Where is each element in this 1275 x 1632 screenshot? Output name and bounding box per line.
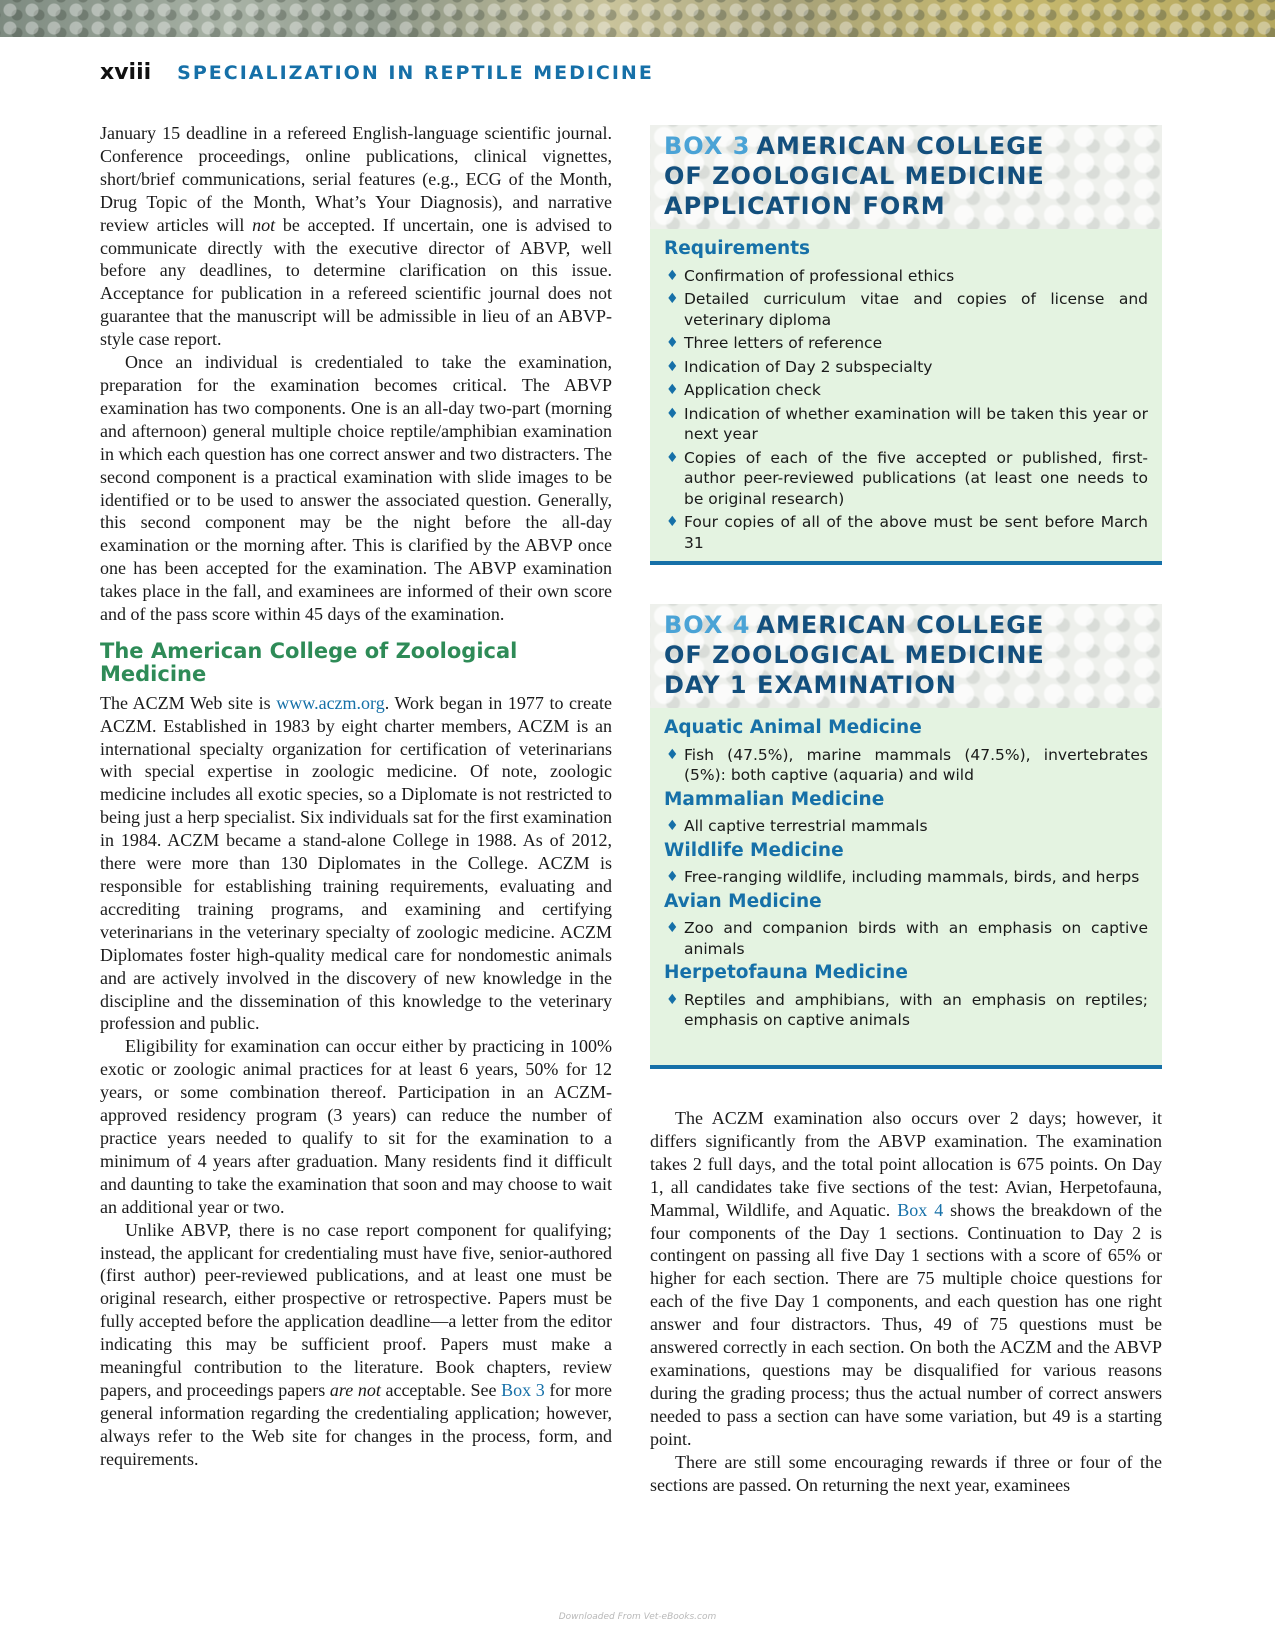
diamond-bullet-icon: ♦ bbox=[666, 358, 679, 375]
list-item: ♦ Copies of each of the five accepted or published, first-author peer-reviewed publications (at least one needs to be original research) bbox=[666, 448, 1148, 508]
section-heading: The American College of Zoological Medicine bbox=[100, 638, 518, 686]
list-item: ♦ Confirmation of professional ethics bbox=[666, 266, 955, 285]
diamond-bullet-icon: ♦ bbox=[666, 267, 679, 284]
list-item: ♦ Indication of whether examination will be taken this year or next year bbox=[666, 404, 1148, 443]
list-item: ♦ Four copies of all of the above must be sent before March 31 bbox=[666, 513, 1148, 552]
box-number: BOX 3 bbox=[664, 132, 751, 160]
paragraph: Unlike ABVP, there is no case report component for qualifying; instead, the applicant for credentialing must have five, senior-authored (first author) peer-reviewed publications, and at least one must be original research, either prospective or retrospective. Papers must be fully accepted before the application deadline—a letter from the editor indicating this may be sufficient proof. Papers must make a meaningful contribution to the literature. Book chapters, review papers, and proceedings papers are not acceptable. See Box 3 for more general information regarding the credentialing application; however, always refer to the Web site for changes in the process, form, and requirements. bbox=[100, 1219, 612, 1469]
box-3-application-form bbox=[650, 125, 1162, 565]
box-body bbox=[650, 229, 1162, 565]
box-title: BOX 4 AMERICAN COLLEGE OF ZOOLOGICAL MEDICINE DAY 1 EXAMINATION bbox=[650, 604, 1162, 708]
box-number: BOX 4 bbox=[664, 611, 751, 639]
aczm-website-link[interactable]: www.aczm.org bbox=[276, 692, 385, 713]
paragraph: There are still some encouraging rewards if three or four of the sections are passed. On returning the next year, examinees bbox=[650, 1451, 1162, 1495]
paragraph: January 15 deadline in a refereed English-language scientific journal. Conference proceedings, online publications, clinical vignettes, short/brief communications, serial features (e.g., ECG of the Month, Drug Topic of the Month, What’s Your Diagnosis), and narrative review articles will not be accepted. If uncertain, one is advised to communicate directly with the executive director of ABVP, well before any deadlines, to determine clarification on this issue. Acceptance for publication in a refereed scientific journal does not guarantee that the manuscript will be admissible in lieu of an ABVP-style case report. bbox=[100, 123, 612, 350]
list-item: ♦ All captive terrestrial mammals bbox=[666, 817, 928, 835]
download-watermark: Downloaded From Vet-eBooks.com bbox=[558, 1612, 717, 1622]
box-subheading: Herpetofauna Medicine bbox=[664, 962, 908, 983]
page-number: xviii bbox=[100, 60, 152, 85]
box-4-day-1-examination bbox=[650, 604, 1162, 1069]
box-subheading: Mammalian Medicine bbox=[664, 788, 885, 810]
requirements-list bbox=[664, 266, 1148, 554]
diamond-bullet-icon: ♦ bbox=[666, 920, 679, 936]
emphasis: are not bbox=[329, 1379, 381, 1400]
paragraph: The ACZM examination also occurs over 2 days; however, it differs significantly from the ABVP examination. The examination takes 2 full days, and the total point allocation is 675 points. On Day 1, all candidates take five sections of the test: Avian, Herpetofauna, Mammal, Wildlife, and Aquatic. Box 4 shows the breakdown of the four components of the Day 1 sections. Continuation to Day 2 is contingent on passing all five Day 1 sections with a score of 65% or higher for each section. There are 75 multiple choice questions for each of the five Day 1 components, and each question has one right answer and four distractors. Thus, 49 of 75 questions must be answered correctly in each section. On both the ACZM and the ABVP examinations, questions may be disqualified for various reasons during the grading process; thus the actual number of correct answers needed to pass a section can have some variation, but 49 is a starting point. bbox=[650, 1108, 1162, 1449]
list-item: ♦ Application check bbox=[666, 381, 821, 399]
box-4-link[interactable]: Box 4 bbox=[897, 1199, 944, 1220]
list-item: ♦ Free-ranging wildlife, including mammals, birds, and herps bbox=[666, 868, 1140, 886]
diamond-bullet-icon: ♦ bbox=[666, 991, 679, 1008]
list-item: ♦ Zoo and companion birds with an emphasis on captive animals bbox=[666, 919, 1148, 958]
paragraph: The ACZM Web site is www.aczm.org. Work began in 1977 to create ACZM. Established in 1983 by eight charter members, ACZM is an international specialty organization for certification of veterinarians with special expertise in zoologic medicine. Of note, zoologic medicine includes all exotic species, so a Diplomate is not restricted to being just a herp specialist. Six individuals sat for the first examination in 1984. ACZM became a stand-alone College in 1988. As of 2012, there were more than 130 Diplomates in the College. ACZM is responsible for establishing training requirements, evaluating and accrediting training programs, and examining and certifying veterinarians in the veterinary specialty of zoologic medicine. ACZM Diplomates foster high-quality medical care for nondomestic animals and are actively involved in the discovery of new knowledge in the discipline and the dissemination of this knowledge to the veterinary profession and public. bbox=[100, 692, 612, 1034]
box-subheading: Aquatic Animal Medicine bbox=[664, 717, 922, 738]
list-item: ♦ Three letters of reference bbox=[666, 334, 883, 352]
list-item: ♦ Indication of Day 2 subspecialty bbox=[666, 357, 933, 376]
box-body bbox=[650, 708, 1162, 1043]
box-title: BOX 3 AMERICAN COLLEGE OF ZOOLOGICAL MEDICINE APPLICATION FORM bbox=[650, 125, 1162, 229]
diamond-bullet-icon: ♦ bbox=[666, 746, 679, 763]
list-item: ♦ Fish (47.5%), marine mammals (47.5%), invertebrates (5%): both captive (aquaria) and wild bbox=[666, 745, 1148, 784]
diamond-bullet-icon: ♦ bbox=[666, 818, 679, 834]
diamond-bullet-icon: ♦ bbox=[666, 291, 679, 307]
box-subheading: Requirements bbox=[664, 238, 811, 259]
list-item: ♦ Detailed curriculum vitae and copies of license and veterinary diploma bbox=[666, 290, 1148, 329]
right-column bbox=[650, 1107, 1162, 1496]
box-subheading: Avian Medicine bbox=[664, 890, 822, 912]
diamond-bullet-icon: ♦ bbox=[666, 869, 679, 885]
diamond-bullet-icon: ♦ bbox=[666, 405, 679, 422]
paragraph: Eligibility for examination can occur either by practicing in 100% exotic or zoologic animal practices for at least 6 years, 50% for 12 years, or some combination thereof. Participation in an ACZM-approved residency program (3 years) can reduce the number of practice years needed to qualify to sit for the examination to a minimum of 4 years after graduation. Many residents find it difficult and daunting to take the examination that soon and may choose to wait an additional year or two. bbox=[100, 1036, 612, 1217]
diamond-bullet-icon: ♦ bbox=[666, 335, 679, 351]
running-title: SPECIALIZATION IN REPTILE MEDICINE bbox=[177, 62, 654, 84]
decorative-scale-banner bbox=[0, 0, 1275, 37]
list-item: ♦ Reptiles and amphibians, with an emphasis on reptiles; emphasis on captive animals bbox=[666, 990, 1148, 1029]
diamond-bullet-icon: ♦ bbox=[666, 382, 679, 398]
emphasis: not bbox=[252, 214, 276, 235]
diamond-bullet-icon: ♦ bbox=[666, 514, 679, 530]
box-3-link[interactable]: Box 3 bbox=[501, 1379, 545, 1400]
left-column bbox=[100, 122, 612, 1471]
diamond-bullet-icon: ♦ bbox=[666, 449, 679, 466]
running-head bbox=[100, 60, 654, 85]
paragraph: Once an individual is credentialed to take the examination, preparation for the examination becomes critical. The ABVP examination has two components. One is an all-day two-part (morning and afternoon) general multiple choice reptile/amphibian examination in which each question has one correct answer and two distracters. The second component is a practical examination with slide images to be identified or to be used to answer the associated question. Generally, this second component may be the night before the all-day examination or the morning after. This is clarified by the ABVP once one has been accepted for the examination. The ABVP examination takes place in the fall, and examinees are informed of their own score and of the pass score within 45 days of the examination. bbox=[100, 352, 612, 625]
box-subheading: Wildlife Medicine bbox=[664, 839, 844, 861]
